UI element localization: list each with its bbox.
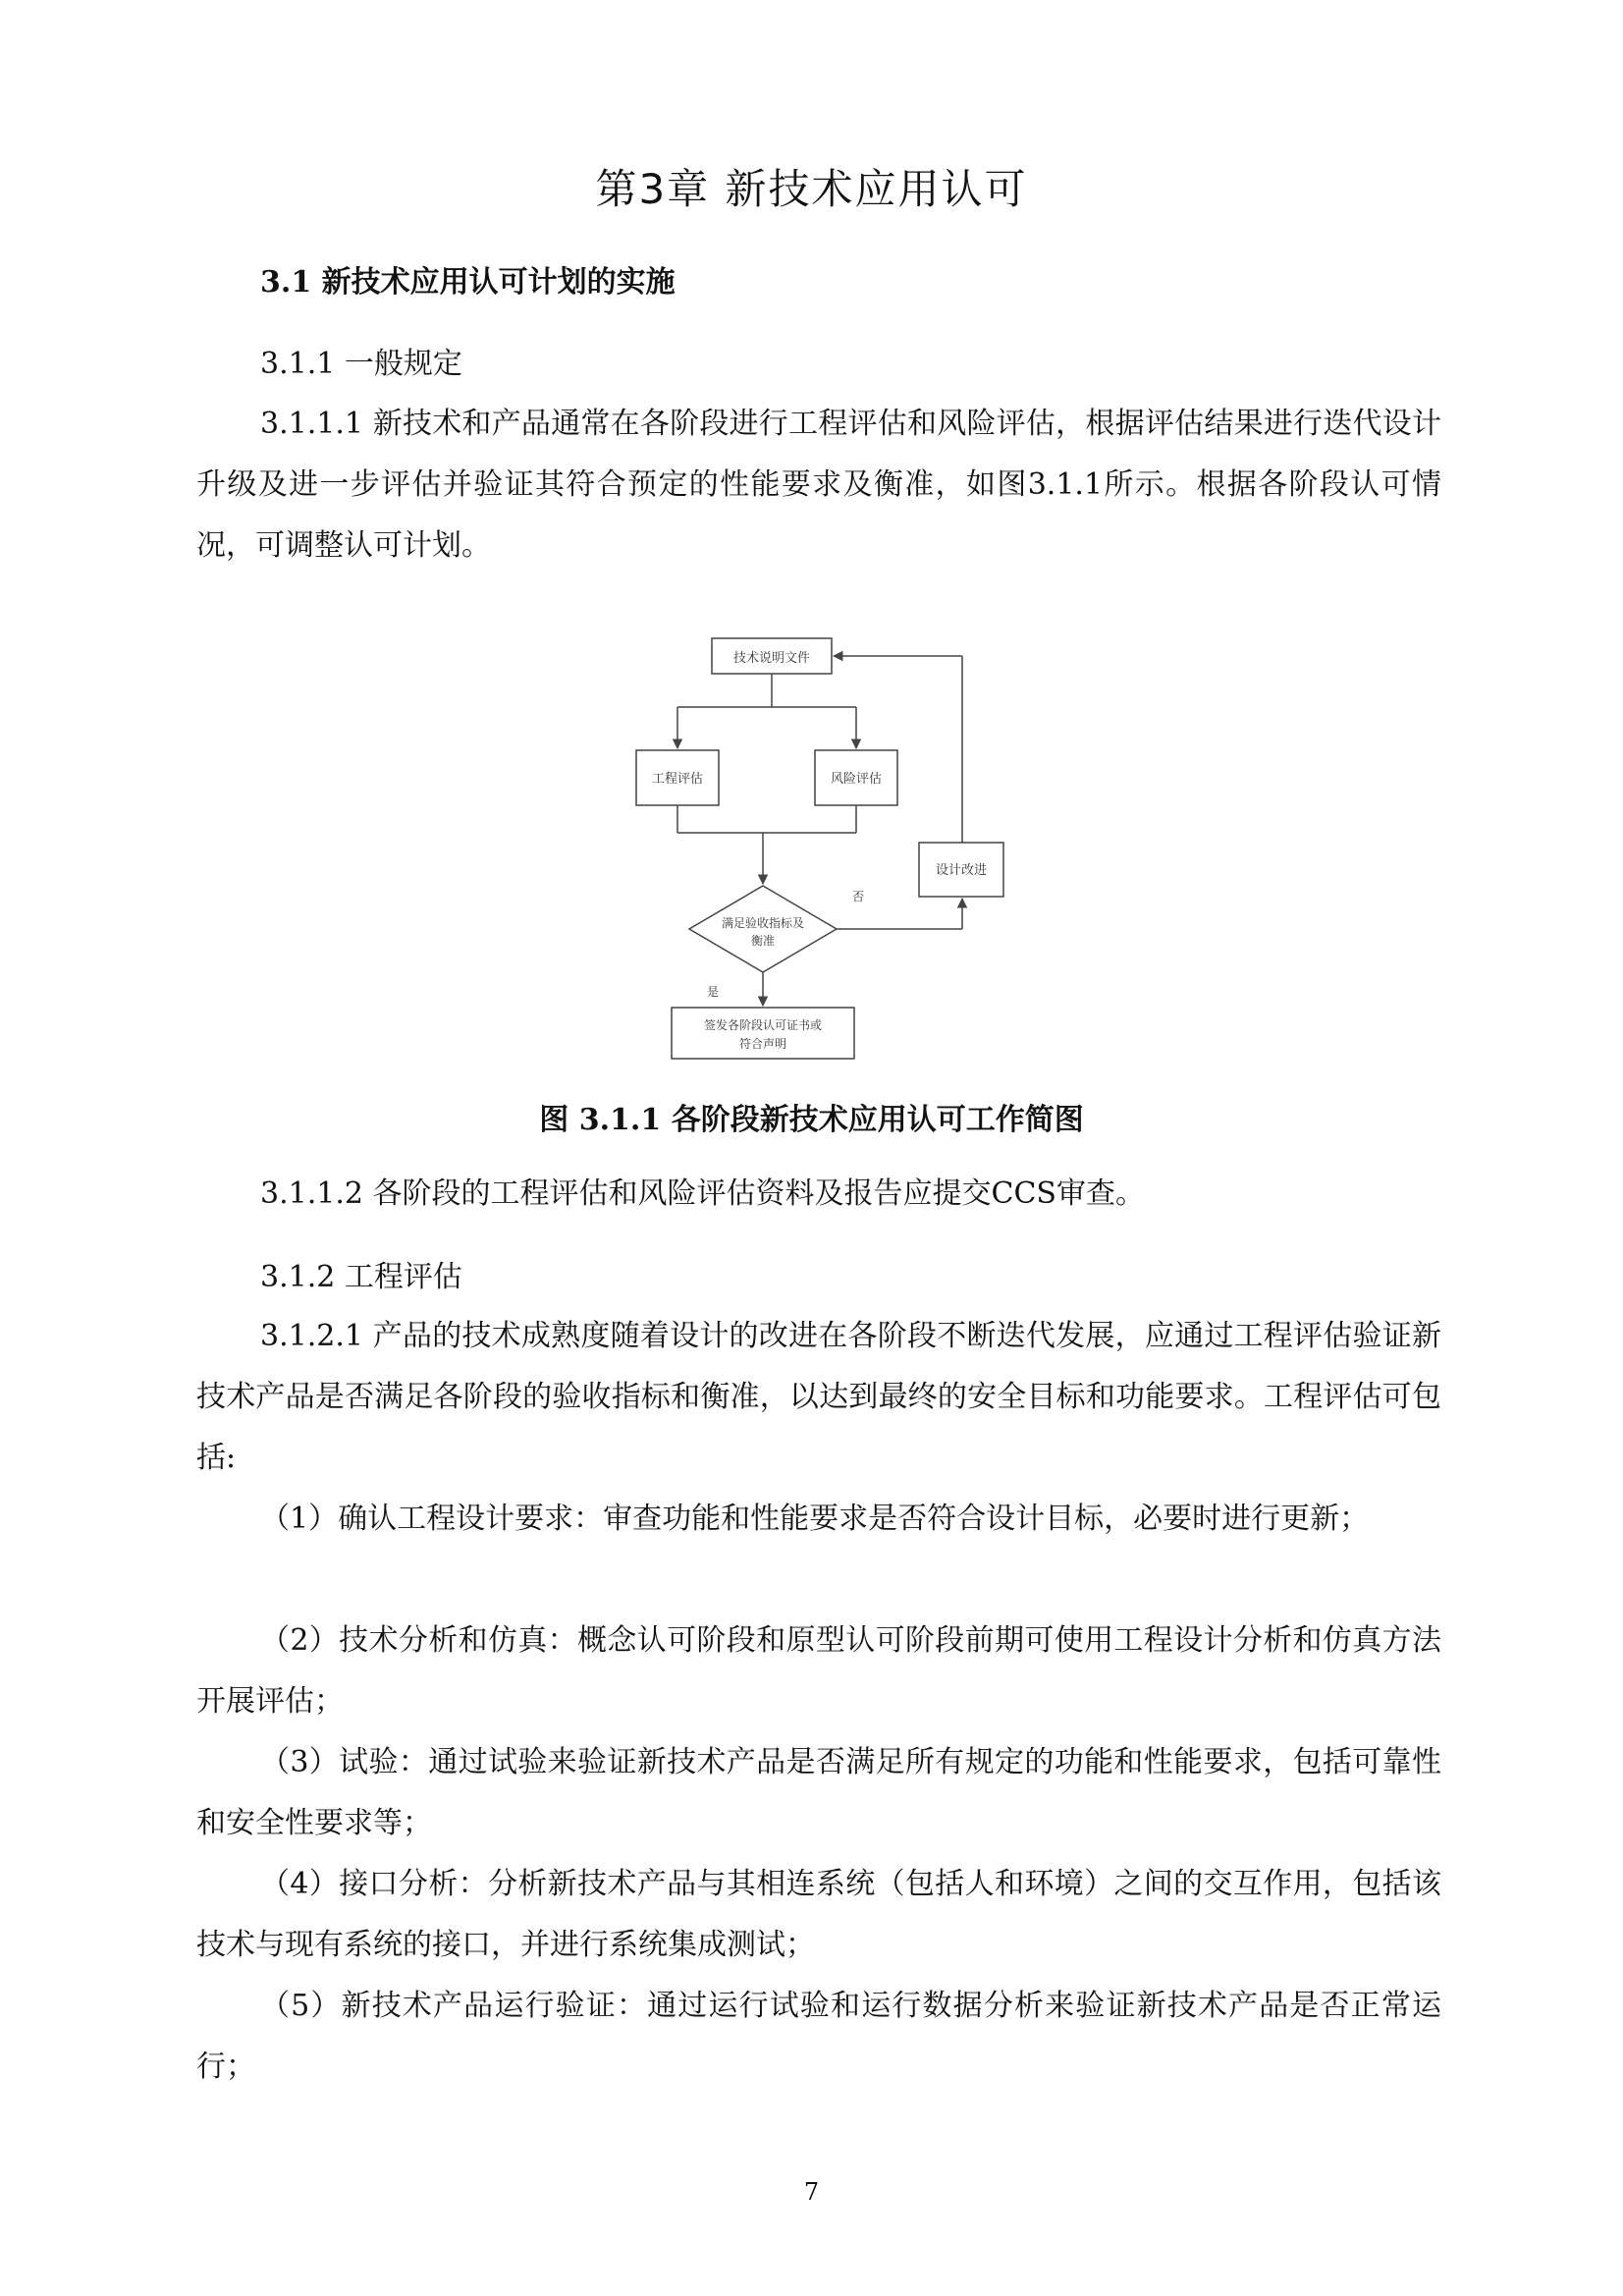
issue-label-line1: 签发各阶段认可证书或: [703, 1018, 823, 1032]
list-item-4: （4）接口分析：分析新技术产品与其相连系统（包括人和环境）之间的交互作用，包括该技术与现有系统的接口，并进行系统集成测试；: [196, 1867, 1441, 1962]
list-item-3: （3）试验：通过试验来验证新技术产品是否满足所有规定的功能和性能要求，包括可靠性和安全性要求等；: [196, 1745, 1441, 1840]
chapter-title: 第3章 新技术应用认可: [595, 165, 1028, 213]
decision-label-line2: 衡准: [750, 934, 776, 948]
tech-doc-label: 技术说明文件: [732, 651, 811, 666]
flowchart-diagram: [628, 609, 1041, 1070]
list-item-2: （2）技术分析和仿真：概念认可阶段和原型认可阶段前期可使用工程设计分析和仿真方法开展评估；: [196, 1623, 1441, 1719]
design-improve-label: 设计改进: [935, 863, 988, 878]
yes-label: 是: [707, 985, 720, 999]
risk-eval-label: 风险评估: [830, 772, 883, 787]
subsection-title-3-1-1: 3.1.1 一般规定: [260, 347, 462, 381]
no-label: 否: [852, 890, 865, 903]
flowchart-figure: [628, 609, 1041, 1070]
decision-label-line1: 满足验收指标及: [721, 916, 805, 930]
issue-label-line2: 符合声明: [738, 1037, 787, 1051]
section-title: 3.1 新技术应用认可计划的实施: [260, 265, 676, 300]
issue-certificate-box: [672, 1008, 854, 1059]
paragraph-3-1-1-2: 3.1.1.2 各阶段的工程评估和风险评估资料及报告应提交CCS审查。: [260, 1176, 1145, 1211]
page-number: 7: [803, 2178, 820, 2206]
paragraph-3-1-2-1: 3.1.2.1 产品的技术成熟度随着设计的改进在各阶段不断迭代发展，应通过工程评估验证新技术产品是否满足各阶段的验收指标和衡准，以达到最终的安全目标和功能要求。工程评估可包括:: [196, 1319, 1441, 1475]
list-item-1: （1）确认工程设计要求：审查功能和性能要求是否符合设计目标，必要时进行更新；: [260, 1502, 1370, 1536]
engineering-eval-label: 工程评估: [651, 772, 704, 787]
subsection-title-3-1-2: 3.1.2 工程评估: [260, 1260, 462, 1294]
paragraph-3-1-1-1: 3.1.1.1 新技术和产品通常在各阶段进行工程评估和风险评估，根据评估结果进行迭代设计升级及进一步评估并验证其符合预定的性能要求及衡准，如图3.1.1所示。根据各阶段认可情况，可调整认可计划。: [196, 407, 1441, 563]
list-item-5: （5）新技术产品运行验证：通过运行试验和运行数据分析来验证新技术产品是否正常运行；: [196, 1989, 1441, 2084]
figure-caption: 图 3.1.1 各阶段新技术应用认可工作简图: [539, 1103, 1084, 1137]
